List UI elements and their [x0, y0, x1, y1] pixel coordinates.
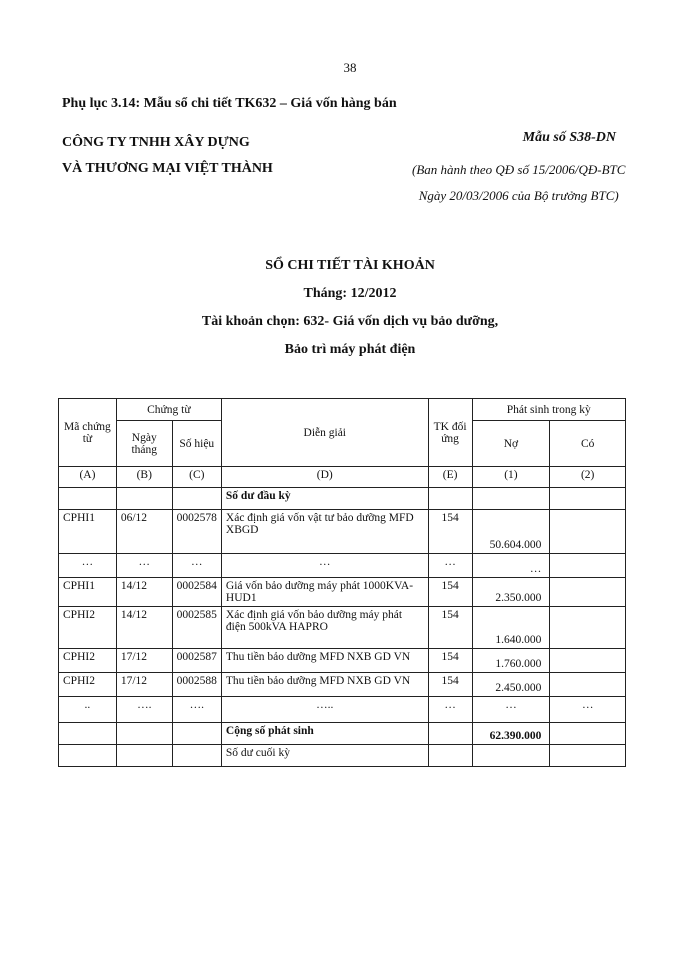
- cell-ngay: 14/12: [116, 607, 172, 649]
- cell-no: 2.450.000: [472, 673, 550, 697]
- cell-tk: 154: [428, 607, 472, 649]
- cell-co: …: [550, 697, 626, 723]
- table-row: [59, 607, 626, 649]
- cell-dien-giai: …: [221, 554, 428, 578]
- cell-ma: CPHI2: [59, 607, 117, 649]
- cell-co: [550, 607, 626, 649]
- cell-no: 1.640.000: [472, 607, 550, 649]
- header-ngay-thang: Ngày tháng: [116, 421, 172, 467]
- report-account-line-2: Bảo trì máy phát điện: [284, 342, 416, 357]
- cell-no: …: [472, 554, 550, 578]
- header-tk-doi-ung: TK đối ứng: [428, 399, 472, 467]
- table-row: [59, 697, 626, 723]
- cell-ma: ..: [59, 697, 117, 723]
- cell-dien-giai: Xác định giá vốn vật tư bảo dưỡng MFD XBGD: [221, 510, 428, 554]
- opening-balance-label: Số dư đầu kỳ: [221, 488, 428, 510]
- cell-dien-giai: Thu tiền bảo dưỡng MFD NXB GD VN: [221, 649, 428, 673]
- header-chung-tu: Chứng từ: [116, 399, 221, 421]
- cell-co: [550, 649, 626, 673]
- column-code: (C): [172, 467, 221, 488]
- column-code-row: [59, 467, 626, 488]
- closing-balance-label: Số dư cuối kỳ: [221, 745, 428, 767]
- cell-co: [550, 554, 626, 578]
- cell-so: 0002584: [172, 578, 221, 607]
- cell-tk: …: [428, 697, 472, 723]
- table-row: [59, 578, 626, 607]
- cell-dien-giai: …..: [221, 697, 428, 723]
- column-code: (E): [428, 467, 472, 488]
- table-row: [59, 510, 626, 554]
- column-code: (D): [221, 467, 428, 488]
- report-account-line-1: Tài khoản chọn: 632- Giá vốn dịch vụ bảo dưỡng,: [201, 314, 499, 329]
- cell-so: …: [172, 554, 221, 578]
- issued-note: [412, 157, 625, 209]
- column-code: (A): [59, 467, 117, 488]
- cell-tk: …: [428, 554, 472, 578]
- column-code: (1): [472, 467, 550, 488]
- cell-no: 50.604.000: [472, 510, 550, 554]
- header-dien-giai: Diễn giải: [221, 399, 428, 467]
- cell-tk: 154: [428, 649, 472, 673]
- cell-so: ….: [172, 697, 221, 723]
- ledger-table: [58, 398, 626, 767]
- cell-tk: 154: [428, 673, 472, 697]
- cell-dien-giai: Thu tiền bảo dưỡng MFD NXB GD VN: [221, 673, 428, 697]
- report-header: [0, 252, 700, 364]
- cell-so: 0002587: [172, 649, 221, 673]
- company-line-1: CÔNG TY TNHH XÂY DỰNG: [62, 135, 250, 150]
- total-row: [59, 723, 626, 745]
- cell-ma: …: [59, 554, 117, 578]
- table-row: [59, 673, 626, 697]
- table-row: [59, 554, 626, 578]
- column-code: (B): [116, 467, 172, 488]
- closing-balance-row: [59, 745, 626, 767]
- cell-ngay: 14/12: [116, 578, 172, 607]
- header-phat-sinh: Phát sinh trong kỳ: [472, 399, 626, 421]
- issued-line-2: Ngày 20/03/2006 của Bộ trưởng BTC): [418, 188, 619, 203]
- header-so-hieu: Số hiệu: [172, 421, 221, 467]
- header-co: Có: [550, 421, 626, 467]
- company-name: [62, 130, 273, 182]
- cell-ngay: ….: [116, 697, 172, 723]
- cell-ma: CPHI2: [59, 649, 117, 673]
- cell-ngay: 17/12: [116, 673, 172, 697]
- table-row: [59, 649, 626, 673]
- column-code: (2): [550, 467, 626, 488]
- cell-ma: CPHI1: [59, 578, 117, 607]
- cell-no: 2.350.000: [472, 578, 550, 607]
- header-no: Nợ: [472, 421, 550, 467]
- cell-ma: CPHI2: [59, 673, 117, 697]
- cell-no: 1.760.000: [472, 649, 550, 673]
- cell-co: [550, 510, 626, 554]
- form-code: Mẫu số S38-DN: [522, 130, 616, 145]
- cell-co: [550, 578, 626, 607]
- opening-balance-row: [59, 488, 626, 510]
- report-month: Tháng: 12/2012: [303, 286, 397, 301]
- header-ma-chung-tu: Mã chứng từ: [59, 399, 117, 467]
- company-line-2: VÀ THƯƠNG MẠI VIỆT THÀNH: [62, 161, 273, 176]
- cell-ma: CPHI1: [59, 510, 117, 554]
- cell-ngay: 06/12: [116, 510, 172, 554]
- cell-ngay: 17/12: [116, 649, 172, 673]
- cell-co: [550, 673, 626, 697]
- appendix-title: Phụ lục 3.14: Mẫu sổ chi tiết TK632 – Giá vốn hàng bán: [62, 96, 397, 111]
- cell-dien-giai: Giá vốn bảo dưỡng máy phát 1000KVA-HUD1: [221, 578, 428, 607]
- total-label: Cộng số phát sinh: [221, 723, 428, 745]
- cell-so: 0002588: [172, 673, 221, 697]
- cell-tk: 154: [428, 510, 472, 554]
- cell-no: …: [472, 697, 550, 723]
- cell-ngay: …: [116, 554, 172, 578]
- cell-so: 0002585: [172, 607, 221, 649]
- cell-tk: 154: [428, 578, 472, 607]
- cell-dien-giai: Xác định giá vốn bảo dưỡng máy phát điện 500kVA HAPRO: [221, 607, 428, 649]
- page-number: 38: [343, 60, 357, 75]
- total-no: 62.390.000: [472, 723, 550, 745]
- issued-line-1: (Ban hành theo QĐ số 15/2006/QĐ-BTC: [412, 162, 626, 177]
- cell-so: 0002578: [172, 510, 221, 554]
- report-title: SỔ CHI TIẾT TÀI KHOẢN: [265, 258, 435, 273]
